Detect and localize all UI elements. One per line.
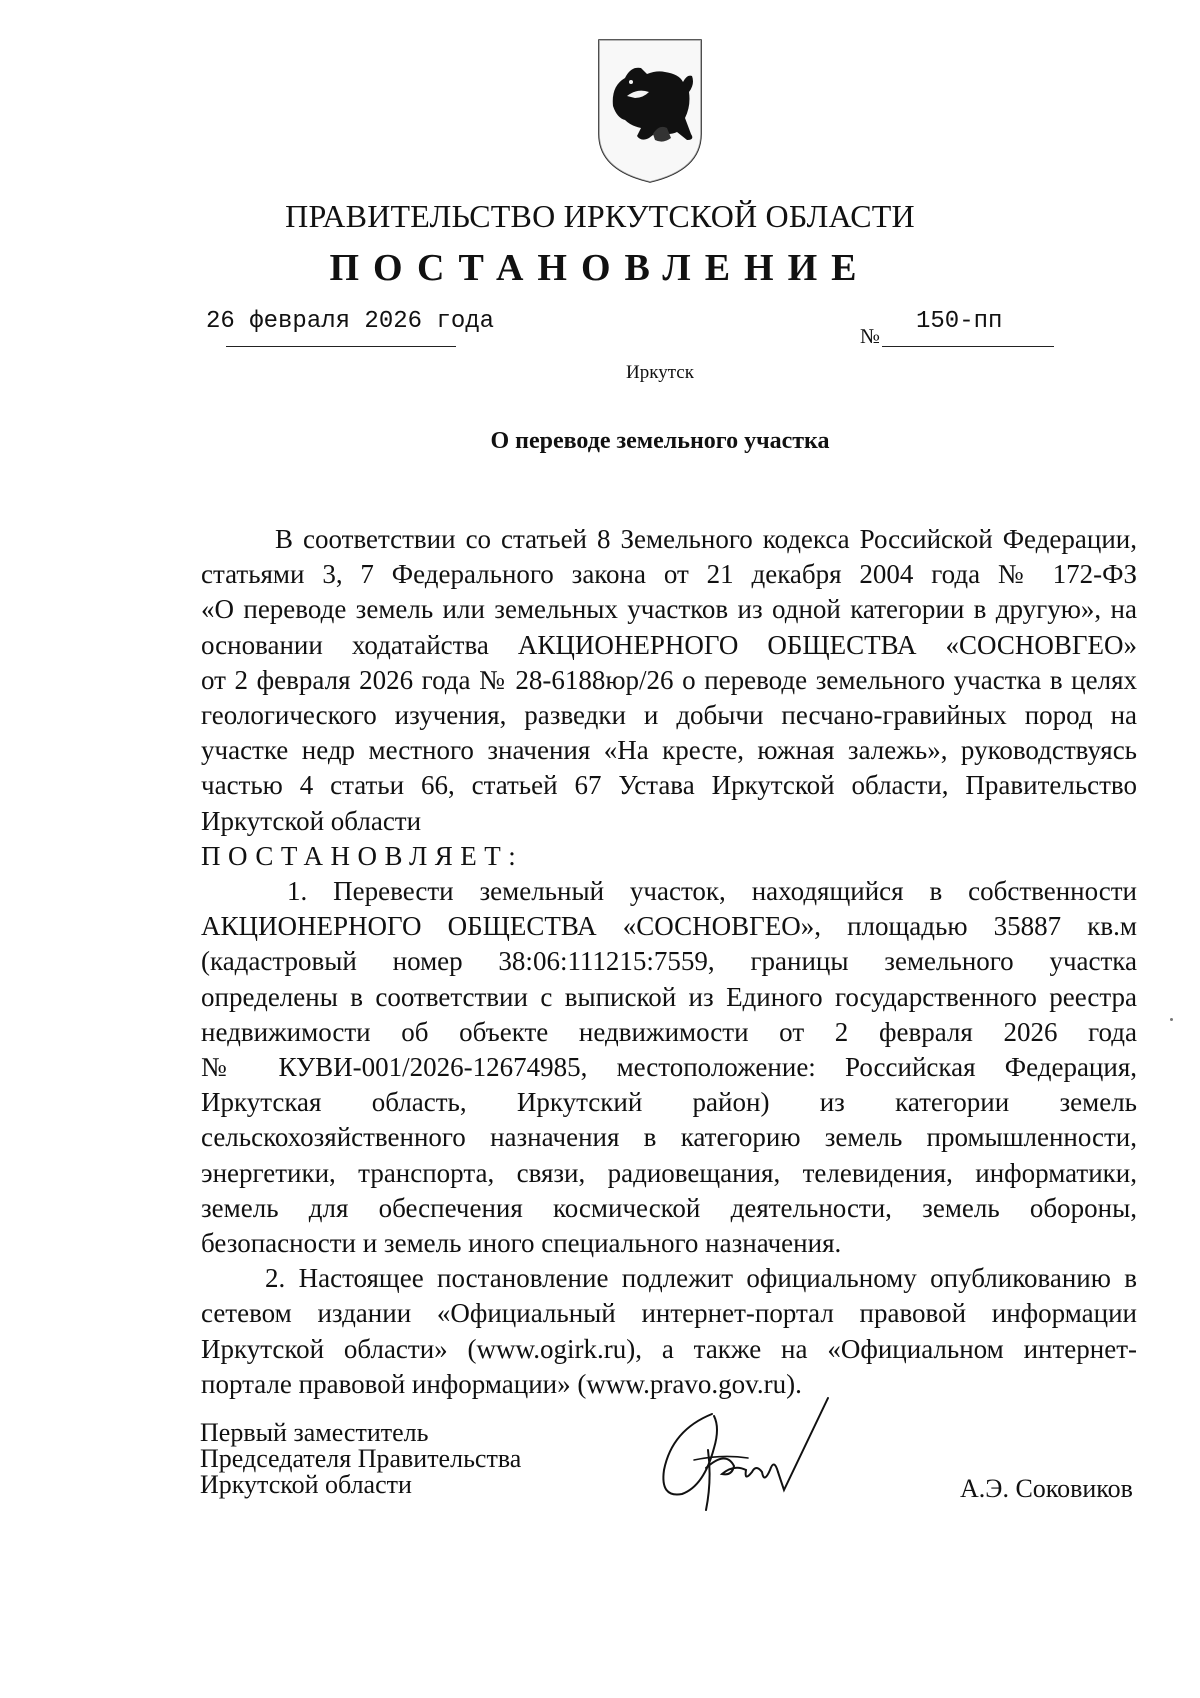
preamble-line: В соответствии со статьей 8 Земельного кодекса Российской Федерации, xyxy=(275,524,1137,554)
position-line: Председателя Правительства xyxy=(200,1444,522,1473)
item2-line: Иркутской области» (www.ogirk.ru), а также на «Официальном интернет- xyxy=(201,1333,1137,1364)
item1-line: (кадастровый номер 38:06:111215:7559, границы земельного участка xyxy=(201,946,1137,977)
preamble-line: Иркутской области xyxy=(201,805,422,836)
item1-line: определены в соответствии с выпиской из Единого государственного реестра xyxy=(201,981,1137,1012)
irkutsk-coat-of-arms-icon xyxy=(591,36,709,186)
preamble-line: участке недр местного значения «На кресте, южная залежь», руководствуясь xyxy=(201,735,1137,766)
document-type-title: ПОСТАНОВЛЕНИЕ xyxy=(329,247,871,289)
document-number: 150-пп xyxy=(916,308,1003,335)
signatory-position xyxy=(200,1420,521,1498)
item2-line: портале правовой информации» (www.pravo.gov.ru). xyxy=(201,1368,802,1399)
preamble-line: от 2 февраля 2026 года № 28-6188юр/26 о переводе земельного участка в целях xyxy=(201,664,1137,695)
item2-line: сетевом издании «Официальный интернет-портал правовой информации xyxy=(201,1298,1137,1329)
item1-line: Иркутская область, Иркутский район) из категории земель xyxy=(201,1087,1137,1118)
date-underline xyxy=(226,346,456,347)
document-date: 26 февраля 2026 года xyxy=(206,308,495,335)
item1-line: земель для обеспечения космической деятельности, земель обороны, xyxy=(201,1192,1137,1223)
item1-line: сельскохозяйственного назначения в категорию земель промышленности, xyxy=(201,1122,1137,1153)
item1-line: недвижимости об объекте недвижимости от 2 февраля 2026 года xyxy=(201,1016,1137,1047)
handwritten-signature-icon xyxy=(652,1390,872,1530)
number-underline xyxy=(882,346,1054,347)
item1-line: 1. Перевести земельный участок, находящийся в собственности xyxy=(287,876,1137,907)
preamble-line: статьями 3, 7 Федерального закона от 21 декабря 2004 года № 172-ФЗ xyxy=(201,559,1137,590)
preamble-line: основании ходатайства АКЦИОНЕРНОГО ОБЩЕСТВА «СОСНОВГЕО» xyxy=(201,629,1137,660)
preamble-line: «О переводе земель или земельных участков из одной категории в другую», на xyxy=(201,594,1137,625)
item1-line: безопасности и земель иного специального назначения. xyxy=(201,1228,842,1259)
preamble-line: геологического изучения, разведки и добычи песчано-гравийных пород на xyxy=(201,700,1137,731)
item2-line: 2. Настоящее постановление подлежит официальному опубликованию в xyxy=(265,1263,1137,1294)
position-line: Первый заместитель xyxy=(200,1418,429,1447)
document-body xyxy=(201,522,1137,1402)
item1-line: № КУВИ-001/2026-12674985, местоположение: Российская Федерация, xyxy=(201,1052,1137,1083)
document-city: Иркутск xyxy=(626,362,694,383)
item1-line: энергетики, транспорта, связи, радиовещания, телевидения, информатики, xyxy=(201,1157,1137,1188)
government-name: ПРАВИТЕЛЬСТВО ИРКУТСКОЙ ОБЛАСТИ xyxy=(285,198,915,234)
document-subject: О переводе земельного участка xyxy=(490,428,830,454)
signer-name: А.Э. Соковиков xyxy=(960,1474,1133,1503)
preamble-line: частью 4 статьи 66, статьей 67 Устава Иркутской области, Правительство xyxy=(201,770,1137,801)
decree-word: ПОСТАНОВЛЯЕТ: xyxy=(201,840,524,871)
position-line: Иркутской области xyxy=(200,1470,412,1499)
item1-line: АКЦИОНЕРНОГО ОБЩЕСТВА «СОСНОВГЕО», площадью 35887 кв.м xyxy=(201,911,1137,942)
number-sign: № xyxy=(860,324,881,348)
scan-speck xyxy=(1170,1018,1173,1021)
